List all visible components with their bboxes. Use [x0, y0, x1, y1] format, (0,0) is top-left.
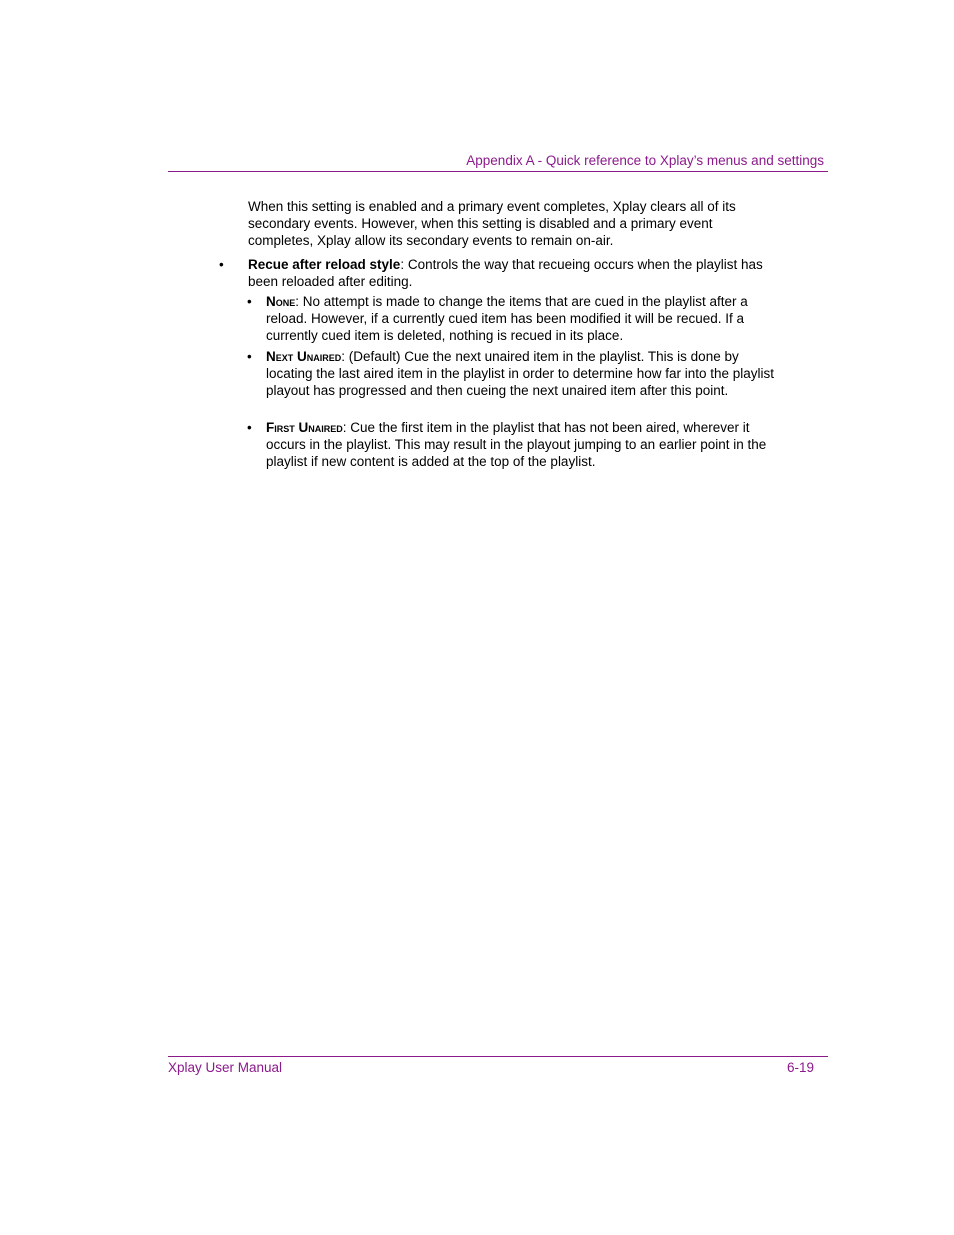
header-divider: [168, 171, 828, 172]
subbullet-marker: •: [247, 294, 252, 309]
footer-manual-title: Xplay User Manual: [168, 1060, 283, 1075]
bullet-marker: •: [219, 257, 224, 272]
subbullet-first-unaired: [266, 419, 778, 471]
subbullet-next-unaired: [266, 348, 778, 400]
subbullet-term: None: [266, 294, 296, 309]
intro-paragraph: When this setting is enabled and a primary event completes, Xplay clears all of its secondary events. However, when this setting is disabled and a primary event completes, Xplay allow its secondary events to remain on-air.: [248, 199, 736, 249]
bullet-description: : Controls the way that recueing occurs when the playlist has been reloaded after editing.: [248, 257, 763, 290]
bullet-term: Recue after reload style: [248, 257, 401, 272]
subbullet-term: First Unaired: [266, 420, 343, 435]
running-header: Appendix A - Quick reference to Xplay’s menus and settings: [466, 153, 824, 168]
subbullet-none: [266, 293, 778, 345]
subbullet-marker: •: [247, 349, 252, 364]
subbullet-description: : Cue the first item in the playlist that has not been aired, wherever it occurs in the playlist. This may result in the playout jumping to an earlier point in the playlist if new content is added at the top of the playlist.: [266, 420, 767, 470]
footer-divider: [168, 1056, 828, 1057]
subbullet-term: Next Unaired: [266, 349, 342, 364]
subbullet-marker: •: [247, 420, 252, 435]
footer-page-number: 6-19: [786, 1060, 814, 1075]
subbullet-description: : (Default) Cue the next unaired item in the playlist. This is done by locating the last aired item in the playlist in order to determine how far into the playlist playout has progressed and then cueing the next unaired item after this point.: [266, 349, 775, 399]
bullet-recue-after-reload: [248, 256, 778, 290]
subbullet-description: : No attempt is made to change the items that are cued in the playlist after a reload. However, if a currently cued item has been modified it will be recued. If a currently cued item is deleted, nothing is recued in its place.: [266, 294, 748, 344]
